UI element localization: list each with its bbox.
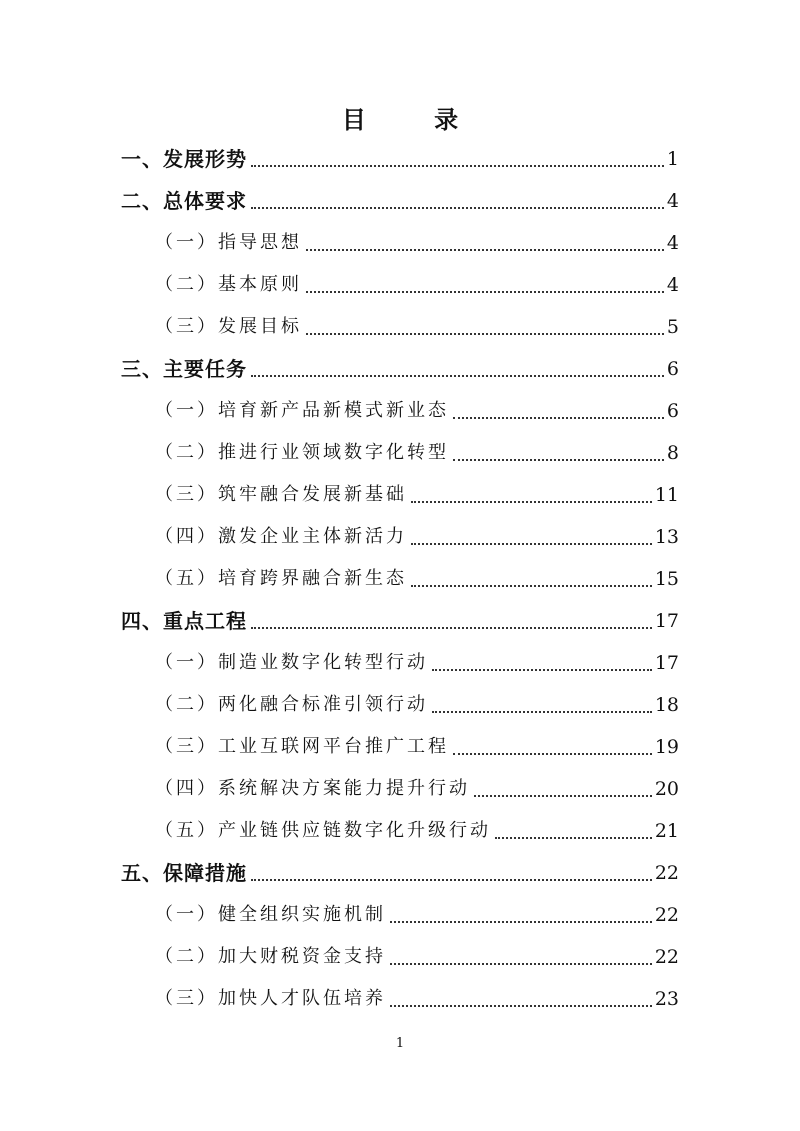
dot-leader [390,1005,652,1007]
dot-leader [306,249,664,251]
dot-leader [411,501,652,503]
toc-entry-page: 21 [654,820,679,842]
toc-entry[interactable] [121,606,679,636]
toc-entry[interactable] [155,312,679,342]
toc-entry-title: （一）培育新产品新模式新业态 [155,400,449,421]
toc-entry[interactable] [121,186,679,216]
toc-entry-title: （四）系统解决方案能力提升行动 [155,778,470,799]
toc-entry-page: 11 [654,484,679,506]
toc-entry[interactable] [155,396,679,426]
toc-entry[interactable] [155,522,679,552]
toc-entry-title: （三）筑牢融合发展新基础 [155,484,407,505]
toc-entry[interactable] [155,984,679,1014]
toc-entry-title: （三）工业互联网平台推广工程 [155,736,449,757]
toc-entry[interactable] [155,648,679,678]
dot-leader [453,417,664,419]
dot-leader [251,375,664,377]
toc-entry[interactable] [121,144,679,174]
toc-entry[interactable] [121,858,679,888]
toc-entry[interactable] [155,228,679,258]
toc-entry[interactable] [121,354,679,384]
toc-entry-page: 18 [654,694,679,716]
toc-entry-title: （一）指导思想 [155,232,302,253]
dot-leader [411,585,652,587]
toc-entry-page: 15 [654,568,679,590]
toc-entry[interactable] [155,900,679,930]
toc-entry-page: 17 [654,652,679,674]
dot-leader [251,627,652,629]
toc-entry-page: 22 [654,904,679,926]
toc-entry-title: （四）激发企业主体新活力 [155,526,407,547]
dot-leader [251,207,664,209]
toc-entry-page: 1 [666,148,679,170]
dot-leader [390,963,652,965]
dot-leader [432,669,652,671]
toc-entry-title: （五）培育跨界融合新生态 [155,568,407,589]
toc-entry-title: 二、总体要求 [121,189,247,213]
toc-entry[interactable] [155,690,679,720]
toc-entry[interactable] [155,774,679,804]
toc-entry-page: 8 [666,442,679,464]
dot-leader [306,333,664,335]
toc-entry-title: （三）发展目标 [155,316,302,337]
toc-entry-page: 19 [654,736,679,758]
toc-entry-page: 4 [666,274,679,296]
dot-leader [390,921,652,923]
dot-leader [306,291,664,293]
toc-entry-page: 6 [666,358,679,380]
toc-entry-page: 6 [666,400,679,422]
toc-entry-title: （二）基本原则 [155,274,302,295]
toc-entry[interactable] [155,480,679,510]
dot-leader [453,459,664,461]
toc-entry-title: （一）健全组织实施机制 [155,904,386,925]
toc-entry-page: 20 [654,778,679,800]
toc-title: 目 录 [341,106,489,134]
toc-entry-page: 17 [654,610,679,632]
dot-leader [251,879,652,881]
toc-entry-page: 22 [654,862,679,884]
toc-entry[interactable] [155,270,679,300]
toc-entry-title: 一、发展形势 [121,147,247,171]
toc-entry-page: 23 [654,988,679,1010]
toc-entry-page: 22 [654,946,679,968]
toc-entry-page: 4 [666,232,679,254]
dot-leader [495,837,652,839]
toc-entry-page: 13 [654,526,679,548]
toc-entry[interactable] [155,816,679,846]
toc-entry-page: 4 [666,190,679,212]
page-number: 1 [395,1036,405,1051]
toc-entry-title: （三）加快人才队伍培养 [155,988,386,1009]
toc-entry-title: 四、重点工程 [121,609,247,633]
toc-entry-title: （一）制造业数字化转型行动 [155,652,428,673]
toc-entry-title: 三、主要任务 [121,357,247,381]
dot-leader [474,795,652,797]
dot-leader [453,753,652,755]
toc-entry-title: 五、保障措施 [121,861,247,885]
dot-leader [251,165,664,167]
toc-entry-page: 5 [666,316,679,338]
dot-leader [411,543,652,545]
toc-entry-title: （五）产业链供应链数字化升级行动 [155,820,491,841]
toc-entry-title: （二）两化融合标准引领行动 [155,694,428,715]
dot-leader [432,711,652,713]
toc-entry[interactable] [155,438,679,468]
toc-entry[interactable] [155,564,679,594]
toc-entry[interactable] [155,942,679,972]
toc-entry[interactable] [155,732,679,762]
toc-entry-title: （二）推进行业领域数字化转型 [155,442,449,463]
toc-entry-title: （二）加大财税资金支持 [155,946,386,967]
